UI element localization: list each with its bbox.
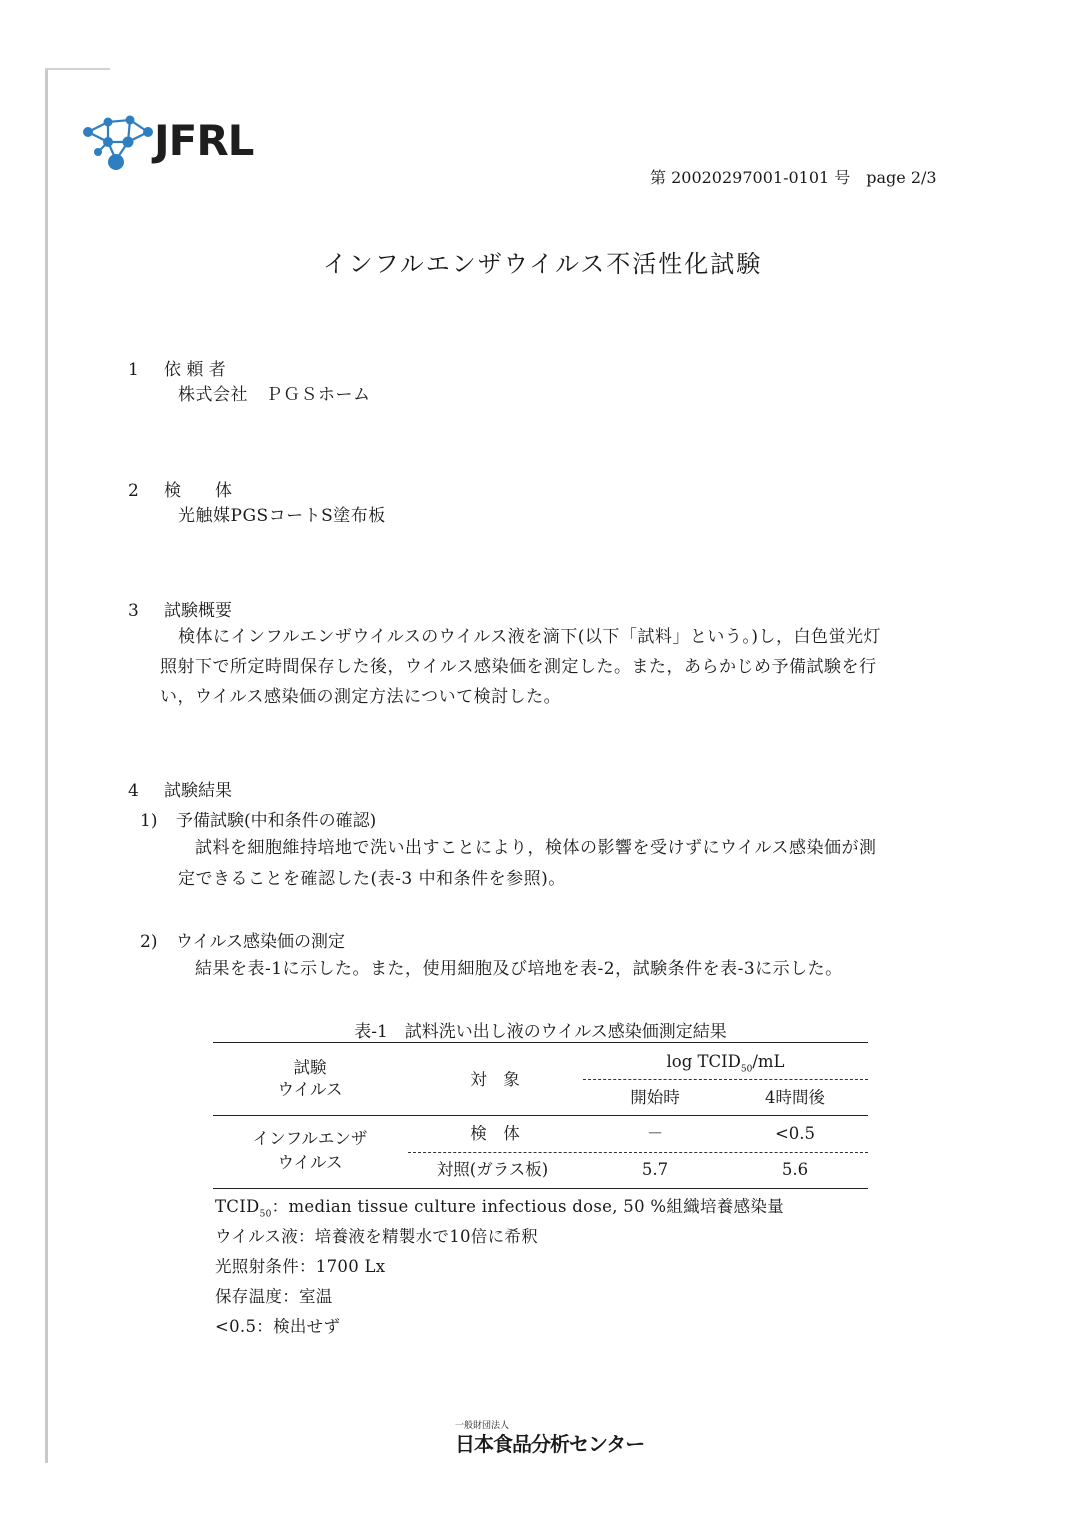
row-2-4h: 5.6 (781, 1160, 809, 1179)
table-rule-top (213, 1042, 868, 1043)
measurement-line-1: 結果を表-1に示した。また，使用細胞及び培地を表-2，試験条件を表-3に示した。 (195, 959, 843, 979)
header-virus-line-1: 試験 (293, 1058, 327, 1077)
note-virus-solution: ウイルス液：培養液を精製水で10倍に希釈 (215, 1227, 539, 1246)
virus-name-line-1: インフルエンザ (252, 1129, 368, 1148)
preliminary-line-2: 定できることを確認した(表-3 中和条件を参照)。 (178, 869, 566, 889)
section-3-heading (128, 596, 232, 621)
section-number: 2 (128, 481, 139, 501)
note-tcid: $TCID_{50}$：median tissue culture infectious dose, 50 %組織培養感染量 (215, 1197, 785, 1220)
header-4h: 4時間後 (765, 1088, 825, 1107)
subsection-title: ウイルス感染価の測定 (176, 932, 345, 952)
page-edge-shadow-top (45, 68, 110, 70)
footer-org-name: 日本食品分析センター (455, 1432, 645, 1456)
subsection-number: 2) (140, 932, 158, 952)
table-rule-bottom (213, 1188, 868, 1189)
page-title: インフルエンザウイルス不活性化試験 (322, 250, 763, 278)
jfrl-logo (80, 112, 280, 174)
row-1-target: 検 体 (470, 1124, 520, 1143)
header-target: 対 象 (470, 1070, 520, 1089)
section-number: 1 (128, 360, 139, 380)
subsection-title: 予備試験(中和条件の確認) (176, 811, 377, 831)
section-title: 依 頼 者 (164, 360, 226, 380)
section-4-heading (128, 776, 232, 801)
note-storage-temp: 保存温度：室温 (215, 1287, 333, 1306)
section-2-heading (128, 476, 232, 501)
footer-org-type: 一般財団法人 (455, 1421, 510, 1431)
overview-line-3: い，ウイルス感染価の測定方法について検討した。 (160, 687, 562, 707)
preliminary-line-1: 試料を細胞維持培地で洗い出すことにより，検体の影響を受けずにウイルス感染価が測 (195, 838, 877, 858)
overview-line-2: 照射下で所定時間保存した後，ウイルス感染価を測定した。また，あらかじめ予備試験を行 (160, 657, 877, 677)
section-1-heading (128, 355, 226, 380)
section-title: 試験概要 (164, 601, 232, 621)
note-not-detected: <0.5：検出せず (215, 1317, 341, 1336)
overview-line-1: 検体にインフルエンザウイルスのウイルス液を滴下(以下「試料」という。)し，白色蛍光灯 (178, 627, 882, 647)
row-2-target: 対照(ガラス板) (436, 1160, 549, 1179)
client-name: 株式会社 ＰＧＳホーム (178, 385, 371, 405)
table-caption: 表-1 試料洗い出し液のウイルス感染価測定結果 (354, 1022, 727, 1042)
section-title: 検 体 (164, 481, 232, 501)
row-1-4h: <0.5 (774, 1124, 816, 1143)
section-number: 3 (128, 601, 139, 621)
header-virus-line-2: ウイルス (277, 1080, 343, 1099)
section-number: 4 (128, 781, 139, 801)
row-1-start: － (646, 1124, 664, 1143)
header-log-tcid: $\log TCID_{50}/mL$ (666, 1052, 785, 1075)
table-rule-row-split (408, 1152, 868, 1153)
row-2-start: 5.7 (641, 1160, 669, 1179)
subsection-1-heading (140, 806, 376, 831)
note-light-condition: 光照射条件：1700 Lx (215, 1257, 386, 1276)
document-number: 第 20020297001-0101 号 page 2/3 (650, 168, 937, 187)
logo-text: JFRL (154, 116, 254, 165)
section-title: 試験結果 (164, 781, 232, 801)
table-rule-header-bottom (213, 1115, 868, 1116)
sample-name: 光触媒PGSコートS塗布板 (178, 506, 386, 526)
subsection-2-heading (140, 927, 345, 952)
header-start: 開始時 (630, 1088, 680, 1107)
molecule-network-icon (80, 112, 158, 174)
subsection-number: 1) (140, 811, 158, 831)
virus-name-line-2: ウイルス (277, 1153, 343, 1172)
